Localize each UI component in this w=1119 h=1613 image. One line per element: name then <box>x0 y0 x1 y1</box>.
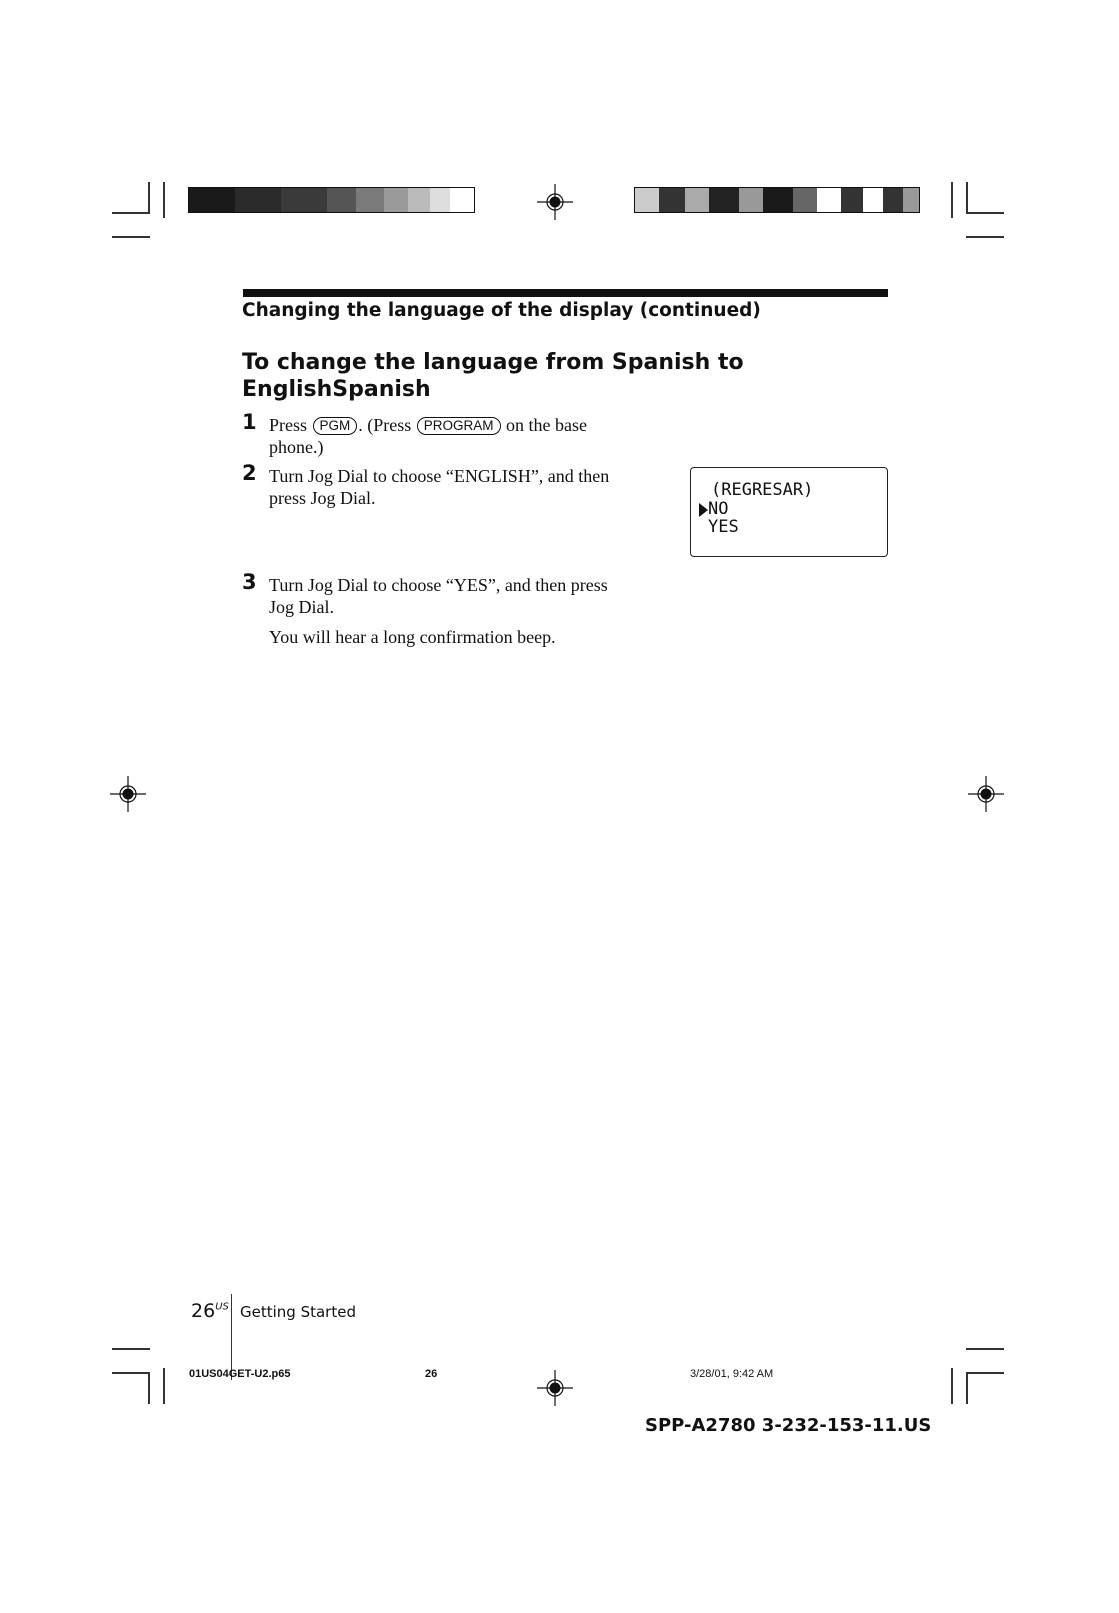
step-text: on the base <box>506 415 588 435</box>
header-rule <box>243 289 888 297</box>
crop-mark <box>163 182 165 218</box>
crop-mark <box>966 182 968 213</box>
step-text: press Jog Dial. <box>269 488 376 508</box>
step-text: Jog Dial. <box>269 597 334 617</box>
crop-mark <box>966 1372 1004 1374</box>
cursor-arrow-icon <box>699 503 708 517</box>
crop-mark <box>966 236 1004 238</box>
step-text: . (Press <box>358 415 412 435</box>
slug-timestamp: 3/28/01, 9:42 AM <box>690 1368 774 1380</box>
step-note: You will hear a long confirmation beep. <box>269 627 556 647</box>
lcd-line-3: YES <box>708 517 739 537</box>
registration-mark-icon <box>537 1370 573 1406</box>
model-number: SPP-A2780 3-232-153-11.US <box>645 1415 932 1436</box>
crop-mark <box>112 236 150 238</box>
step-number: 2 <box>242 461 257 485</box>
step-text: phone.) <box>269 437 324 457</box>
pgm-key-icon: PGM <box>313 417 358 435</box>
crop-mark <box>112 1348 150 1350</box>
crop-mark <box>966 1348 1004 1350</box>
crop-mark <box>966 1372 968 1404</box>
color-bar-right <box>634 187 920 213</box>
crop-mark <box>112 212 150 214</box>
crop-mark <box>112 1372 150 1374</box>
subsection-title: To change the language from Spanish to EnglishSpanish <box>242 350 744 402</box>
registration-mark-icon <box>110 776 146 812</box>
lcd-line-1: (REGRESAR) <box>711 480 814 500</box>
registration-mark-icon <box>968 776 1004 812</box>
step-text: Turn Jog Dial to choose “YES”, and then press <box>269 575 608 595</box>
slug-page: 26 <box>425 1368 438 1380</box>
crop-mark <box>966 212 1004 214</box>
lcd-line-2: NO <box>708 499 729 519</box>
crop-mark <box>951 182 953 218</box>
crop-mark <box>951 1368 953 1404</box>
lcd-display <box>690 467 888 557</box>
page-suffix: US <box>215 1301 229 1313</box>
step-number: 3 <box>242 570 257 594</box>
section-title: Changing the language of the display (continued) <box>242 300 761 321</box>
color-bar-left <box>188 187 475 213</box>
step-number: 1 <box>242 410 257 434</box>
crop-mark <box>148 182 150 213</box>
page-number: $26^{US}$ <box>191 1300 229 1322</box>
slug-file: 01US04GET-U2.p65 <box>189 1368 291 1380</box>
step-text: Press <box>269 415 308 435</box>
footer-section: Getting Started <box>240 1303 356 1321</box>
registration-mark-icon <box>537 184 573 220</box>
crop-mark <box>148 1372 150 1404</box>
step-text: Turn Jog Dial to choose “ENGLISH”, and then <box>269 466 610 486</box>
crop-mark <box>163 1368 165 1404</box>
program-key-icon: PROGRAM <box>417 417 501 435</box>
